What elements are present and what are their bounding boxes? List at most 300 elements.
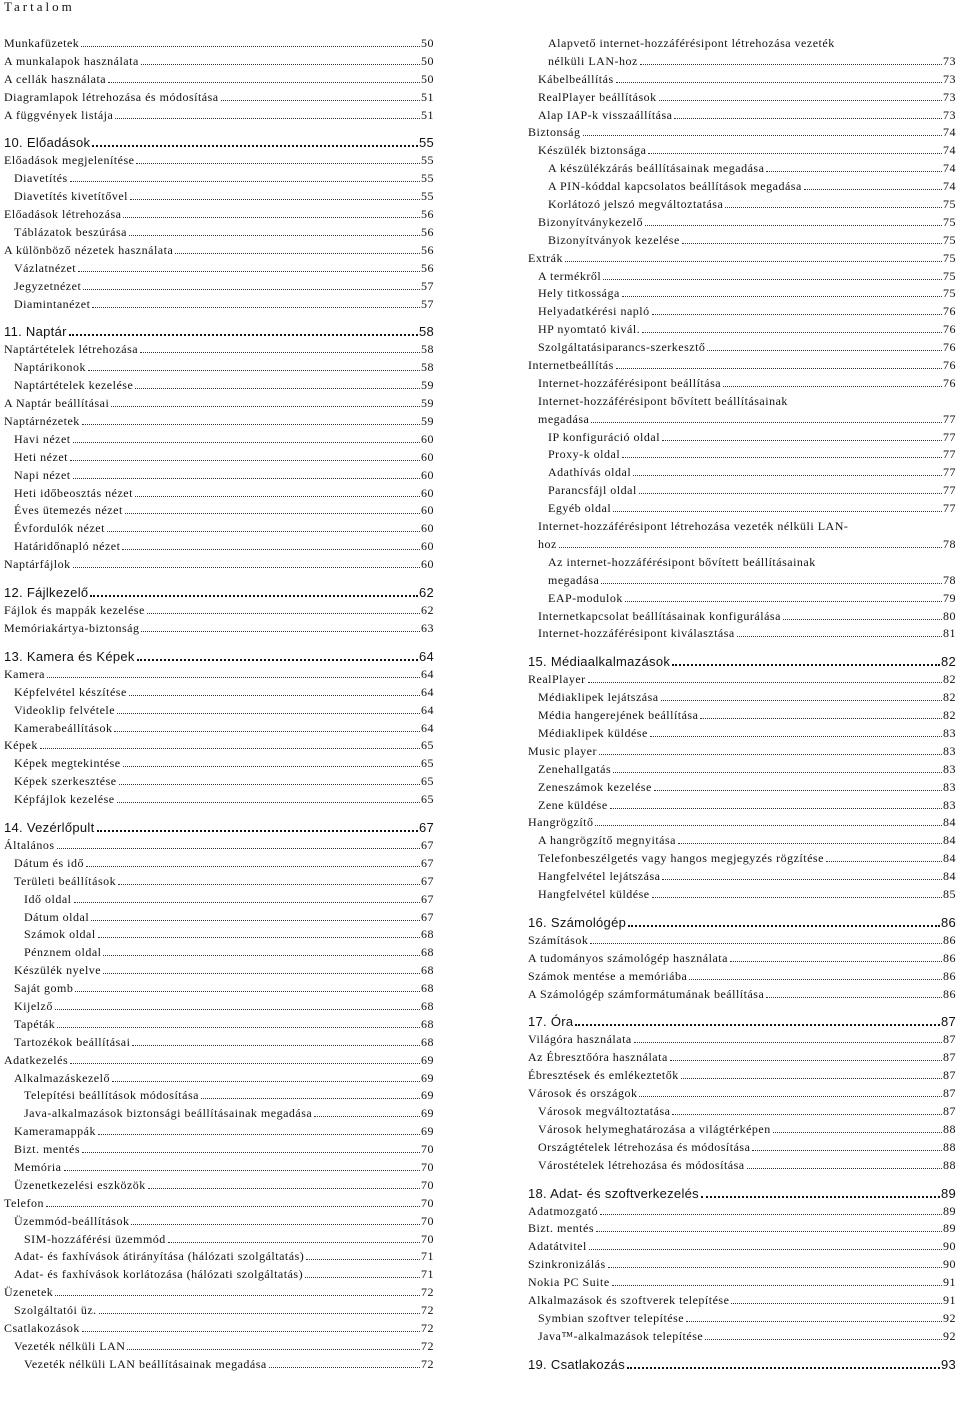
toc-entry[interactable]	[528, 886, 956, 904]
toc-entry[interactable]	[4, 502, 434, 520]
toc-entry[interactable]	[528, 1310, 956, 1328]
toc-leader-dots	[625, 600, 942, 602]
toc-page-number: 51	[421, 107, 434, 122]
toc-entry-title: Számítások	[528, 932, 589, 947]
toc-entry[interactable]	[4, 1087, 434, 1105]
toc-entry[interactable]	[528, 743, 956, 761]
toc-entry[interactable]	[4, 170, 434, 188]
toc-entry[interactable]	[4, 1177, 434, 1195]
toc-page-number: 70	[421, 1195, 434, 1210]
toc-entry-title: Jegyzetnézet	[14, 278, 82, 293]
toc-page-number: 63	[421, 620, 434, 635]
toc-entry[interactable]	[528, 1049, 956, 1067]
toc-entry-title: Korlátozó jelszó megváltoztatása	[548, 197, 724, 212]
toc-entry[interactable]	[528, 160, 956, 178]
toc-page-number: 73	[943, 71, 956, 86]
toc-entry[interactable]	[528, 797, 956, 815]
toc-entry-title: Kamerabeállítások	[14, 720, 113, 735]
toc-entry-title: Csatlakozások	[4, 1321, 80, 1335]
toc-entry[interactable]	[4, 720, 434, 738]
toc-leader-dots	[175, 252, 420, 254]
toc-entry[interactable]	[528, 411, 956, 429]
toc-page-number: 68	[421, 1016, 434, 1031]
toc-chapter-entry[interactable]	[4, 818, 434, 837]
toc-entry[interactable]	[4, 1284, 434, 1302]
toc-entry[interactable]	[528, 71, 956, 89]
toc-entry[interactable]	[528, 1031, 956, 1049]
toc-entry[interactable]	[528, 1238, 956, 1256]
toc-entry-title: Helyadatkérési napló	[538, 304, 650, 319]
toc-page-number: 84	[943, 815, 956, 830]
toc-leader-dots	[305, 1276, 420, 1278]
toc-entry-title: RealPlayer beállítások	[538, 89, 657, 104]
toc-entry-title: Heti nézet	[14, 449, 68, 464]
toc-left-column	[4, 35, 434, 1374]
toc-entry[interactable]	[4, 242, 434, 260]
toc-entry-title: Ébresztések és emlékeztetők	[528, 1068, 679, 1083]
toc-entry-title: nélküli LAN-hoz	[548, 53, 638, 68]
toc-entry[interactable]	[4, 755, 434, 773]
toc-entry-title: A cellák használata	[4, 71, 107, 86]
toc-entry[interactable]	[4, 855, 434, 873]
toc-entry[interactable]	[4, 1052, 434, 1070]
toc-entry[interactable]	[528, 250, 956, 268]
toc-entry-title: Idő oldal	[24, 891, 72, 906]
toc-entry[interactable]	[528, 986, 956, 1004]
toc-entry[interactable]	[4, 224, 434, 242]
toc-leader-dots	[82, 1330, 420, 1332]
toc-page-number: 79	[943, 590, 956, 605]
toc-page-number: 58	[421, 342, 434, 357]
toc-entry[interactable]	[528, 1328, 956, 1346]
toc-entry[interactable]	[528, 572, 956, 590]
toc-entry[interactable]	[4, 602, 434, 620]
toc-entry-title: A készülékzárás beállításainak megadása	[548, 161, 765, 176]
toc-entry[interactable]	[4, 260, 434, 278]
toc-entry[interactable]	[4, 998, 434, 1016]
toc-entry[interactable]	[528, 482, 956, 500]
toc-entry[interactable]	[528, 518, 956, 536]
toc-entry[interactable]	[4, 962, 434, 980]
toc-entry[interactable]	[528, 321, 956, 339]
toc-entry-title: Telepítési beállítások módosítása	[24, 1088, 199, 1103]
toc-leader-dots	[147, 612, 420, 614]
toc-entry[interactable]	[4, 341, 434, 359]
toc-entry[interactable]	[528, 339, 956, 357]
toc-entry[interactable]	[528, 1103, 956, 1121]
toc-page-number: 67	[421, 855, 434, 870]
toc-leader-dots	[136, 162, 420, 164]
toc-entry[interactable]	[4, 1105, 434, 1123]
toc-entry[interactable]	[528, 1292, 956, 1310]
toc-entry[interactable]	[528, 1220, 956, 1238]
toc-page-number: 82	[940, 654, 956, 670]
toc-page-number: 64	[421, 720, 434, 735]
toc-entry[interactable]	[4, 152, 434, 170]
toc-entry[interactable]	[4, 1231, 434, 1249]
toc-entry[interactable]	[528, 1274, 956, 1292]
toc-leader-dots	[670, 1059, 942, 1061]
toc-leader-dots	[140, 351, 420, 353]
toc-entry-title: Saját gomb	[14, 981, 74, 996]
toc-page-number: 57	[421, 278, 434, 293]
toc-entry-title: Internetkapcsolat beállításainak konfigurálása	[538, 608, 781, 623]
toc-entry-title: Bizonyítványkezelő	[538, 214, 643, 229]
toc-leader-dots	[108, 81, 420, 83]
toc-leader-dots	[747, 1167, 942, 1169]
toc-entry-title: Médiaklipek lejátszása	[538, 690, 659, 705]
toc-chapter-entry[interactable]	[528, 1012, 956, 1031]
toc-entry-title: Várostételek létrehozása és módosítása	[538, 1157, 745, 1172]
toc-leader-dots	[40, 747, 420, 749]
toc-entry[interactable]	[4, 485, 434, 503]
toc-entry[interactable]	[528, 536, 956, 554]
toc-entry[interactable]	[4, 773, 434, 791]
toc-entry[interactable]	[4, 71, 434, 89]
toc-entry[interactable]	[4, 520, 434, 538]
toc-entry[interactable]	[4, 891, 434, 909]
toc-chapter-entry[interactable]	[4, 322, 434, 341]
toc-entry-title: Alkalmazások és szoftverek telepítése	[528, 1293, 730, 1307]
toc-leader-dots	[98, 936, 420, 938]
toc-entry[interactable]	[4, 684, 434, 702]
toc-entry[interactable]	[4, 1034, 434, 1052]
toc-leader-dots	[642, 331, 942, 333]
toc-entry-title: Készülék biztonsága	[538, 143, 647, 158]
toc-page-number: 86	[940, 914, 956, 930]
toc-entry[interactable]	[528, 214, 956, 232]
toc-entry-title: Diavetítés	[14, 171, 68, 186]
toc-leader-dots	[114, 730, 420, 732]
toc-entry-title: Zene küldése	[538, 797, 608, 812]
toc-page-number: 73	[943, 89, 956, 104]
toc-leader-dots	[141, 63, 420, 65]
toc-leader-dots	[117, 801, 420, 803]
toc-entry[interactable]	[4, 1070, 434, 1088]
toc-entry[interactable]	[4, 980, 434, 998]
toc-page-number: 77	[943, 447, 956, 462]
toc-entry[interactable]	[528, 142, 956, 160]
toc-entry[interactable]	[4, 1338, 434, 1356]
toc-entry[interactable]	[4, 873, 434, 891]
toc-entry[interactable]	[528, 707, 956, 725]
toc-leader-dots	[575, 1023, 939, 1026]
toc-entry-title: Képek	[4, 738, 38, 753]
toc-entry-title: A termékről	[538, 268, 602, 283]
toc-entry[interactable]	[528, 178, 956, 196]
toc-chapter-entry[interactable]	[4, 583, 434, 602]
toc-entry[interactable]	[528, 832, 956, 850]
page-title: Tartalom	[4, 0, 75, 14]
toc-entry-title: Képek megtekintése	[14, 756, 121, 771]
toc-page-number: 55	[418, 135, 434, 151]
toc-entry[interactable]	[528, 1256, 956, 1274]
toc-page-number: 76	[943, 358, 956, 373]
toc-leader-dots	[628, 924, 940, 927]
toc-entry-title: 10. Előadások	[4, 135, 91, 151]
toc-page-number: 89	[940, 1185, 956, 1201]
toc-leader-dots	[123, 765, 420, 767]
toc-page-number: 72	[421, 1356, 434, 1371]
toc-page-number: 75	[943, 232, 956, 247]
toc-entry[interactable]	[4, 467, 434, 485]
toc-leader-dots	[73, 441, 420, 443]
toc-leader-dots	[55, 1294, 420, 1296]
toc-entry-title: 12. Fájlkezelő	[4, 585, 89, 601]
toc-entry[interactable]	[528, 761, 956, 779]
toc-leader-dots	[681, 1077, 942, 1079]
toc-page-number: 58	[418, 324, 434, 340]
toc-entry[interactable]	[528, 850, 956, 868]
toc-entry[interactable]	[528, 608, 956, 626]
toc-entry-title: Általános	[4, 837, 55, 852]
toc-page-number: 77	[943, 501, 956, 516]
toc-entry[interactable]	[4, 944, 434, 962]
toc-entry-title: Adathívás oldal	[548, 465, 632, 480]
toc-leader-dots	[97, 829, 418, 832]
toc-chapter-entry[interactable]	[528, 652, 956, 671]
toc-entry[interactable]	[4, 1123, 434, 1141]
toc-entry[interactable]	[528, 429, 956, 447]
toc-entry[interactable]	[528, 1121, 956, 1139]
toc-page-number: 60	[421, 449, 434, 464]
toc-page-number: 93	[940, 1356, 956, 1372]
toc-page-number: 60	[421, 431, 434, 446]
toc-entry-title: Memóriakártya-biztonság	[4, 620, 140, 635]
toc-leader-dots	[122, 548, 420, 550]
toc-leader-dots	[678, 842, 942, 844]
toc-entry-title: Táblázatok beszúrása	[14, 225, 127, 240]
toc-page-number: 70	[421, 1231, 434, 1246]
toc-entry[interactable]	[4, 538, 434, 556]
toc-chapter-entry[interactable]	[528, 1184, 956, 1203]
toc-entry[interactable]	[528, 446, 956, 464]
toc-leader-dots	[707, 349, 942, 351]
toc-page-number: 58	[421, 360, 434, 375]
toc-entry[interactable]	[528, 1157, 956, 1175]
toc-entry-title: Adatmozgató	[528, 1203, 599, 1218]
toc-entry[interactable]	[528, 375, 956, 393]
toc-entry[interactable]	[4, 431, 434, 449]
toc-entry[interactable]	[528, 1067, 956, 1085]
toc-entry-title: Internetbeállítás	[528, 358, 614, 373]
toc-page-number: 91	[943, 1293, 956, 1307]
toc-page-number: 87	[943, 1032, 956, 1047]
toc-entry[interactable]	[4, 791, 434, 809]
toc-entry[interactable]	[4, 620, 434, 638]
toc-entry[interactable]	[4, 1266, 434, 1284]
toc-entry[interactable]	[528, 500, 956, 518]
toc-page-number: 69	[421, 1106, 434, 1121]
toc-page-number: 76	[943, 340, 956, 355]
toc-entry[interactable]	[4, 1248, 434, 1266]
toc-entry[interactable]	[528, 1139, 956, 1157]
toc-page-number: 89	[943, 1203, 956, 1218]
toc-entry[interactable]	[4, 188, 434, 206]
toc-entry[interactable]	[528, 689, 956, 707]
toc-leader-dots	[125, 512, 420, 514]
toc-page-number: 70	[421, 1177, 434, 1192]
toc-entry[interactable]	[4, 278, 434, 296]
toc-entry-title: Vázlatnézet	[14, 260, 77, 275]
toc-page-number: 76	[943, 304, 956, 319]
toc-entry[interactable]	[528, 671, 956, 689]
toc-page-number: 55	[421, 189, 434, 204]
toc-entry[interactable]	[528, 1203, 956, 1221]
toc-entry[interactable]	[4, 206, 434, 224]
toc-leader-dots	[90, 594, 418, 597]
toc-entry[interactable]	[4, 1302, 434, 1320]
toc-leader-dots	[57, 847, 421, 849]
toc-entry[interactable]	[528, 89, 956, 107]
toc-entry[interactable]	[4, 556, 434, 574]
toc-entry[interactable]	[4, 53, 434, 71]
toc-page-number: 83	[943, 779, 956, 794]
toc-leader-dots	[74, 901, 421, 903]
toc-page-number: 90	[943, 1257, 956, 1272]
toc-entry-title: Internet-hozzáférésipont bővített beállításainak	[538, 393, 788, 408]
toc-entry[interactable]	[528, 725, 956, 743]
toc-leader-dots	[73, 477, 420, 479]
toc-entry-title: Symbian szoftver telepítése	[538, 1310, 685, 1325]
toc-entry[interactable]	[528, 554, 956, 572]
toc-page-number: 56	[421, 260, 434, 275]
toc-page-number: 50	[421, 53, 434, 68]
toc-leader-dots	[622, 456, 942, 458]
toc-entry[interactable]	[4, 413, 434, 431]
toc-page-number: 59	[421, 378, 434, 393]
toc-entry[interactable]	[4, 1356, 434, 1374]
toc-page-number: 60	[421, 485, 434, 500]
toc-leader-dots	[135, 387, 420, 389]
toc-leader-dots	[47, 676, 420, 678]
toc-leader-dots	[662, 878, 942, 880]
toc-entry[interactable]	[528, 464, 956, 482]
toc-page-number: 74	[943, 179, 956, 194]
toc-chapter-entry[interactable]	[528, 913, 956, 932]
toc-leader-dots	[595, 824, 942, 826]
toc-entry-title: Számok mentése a memóriába	[528, 968, 688, 983]
toc-page-number: 87	[943, 1050, 956, 1065]
toc-leader-dots	[601, 582, 942, 584]
toc-page-number: 92	[943, 1310, 956, 1325]
toc-right-column	[528, 35, 956, 1374]
toc-entry-title: Napi nézet	[14, 467, 71, 482]
toc-leader-dots	[613, 771, 942, 773]
toc-entry[interactable]	[4, 1213, 434, 1231]
toc-leader-dots	[129, 694, 420, 696]
toc-page-number: 62	[421, 603, 434, 618]
toc-leader-dots	[730, 960, 942, 962]
toc-entry[interactable]	[4, 35, 434, 53]
toc-entry[interactable]	[4, 1320, 434, 1338]
toc-leader-dots	[652, 896, 942, 898]
toc-entry-title: Vezeték nélküli LAN	[14, 1338, 126, 1353]
toc-entry[interactable]	[528, 35, 956, 53]
toc-entry[interactable]	[4, 359, 434, 377]
toc-entry[interactable]	[4, 1016, 434, 1034]
toc-chapter-entry[interactable]	[4, 133, 434, 152]
toc-entry[interactable]	[528, 303, 956, 321]
toc-entry[interactable]	[528, 625, 956, 643]
toc-page-number: 65	[421, 756, 434, 771]
toc-page-number: 60	[421, 557, 434, 572]
toc-entry-title: Alapvető internet-hozzáférésipont létrehozása vezeték	[548, 36, 835, 50]
toc-entry[interactable]	[4, 837, 434, 855]
toc-leader-dots	[82, 1151, 420, 1153]
toc-leader-dots	[674, 117, 942, 119]
toc-leader-dots	[115, 117, 420, 119]
toc-page-number: 69	[421, 1070, 434, 1085]
toc-entry[interactable]	[4, 89, 434, 107]
toc-entry[interactable]	[528, 107, 956, 125]
toc-chapter-entry[interactable]	[528, 1355, 956, 1374]
toc-entry[interactable]	[4, 107, 434, 125]
toc-page-number: 55	[421, 153, 434, 168]
toc-entry[interactable]	[528, 779, 956, 797]
toc-leader-dots	[123, 216, 420, 218]
toc-page-number: 81	[943, 626, 956, 641]
toc-entry[interactable]	[528, 232, 956, 250]
toc-entry[interactable]	[4, 395, 434, 413]
toc-entry[interactable]	[4, 1195, 434, 1213]
toc-entry[interactable]	[528, 868, 956, 886]
toc-page-number: 67	[421, 891, 434, 906]
toc-page-number: 82	[943, 690, 956, 705]
toc-entry[interactable]	[528, 1085, 956, 1103]
toc-page-number: 59	[421, 396, 434, 411]
toc-entry[interactable]	[4, 737, 434, 755]
toc-page-number: 64	[421, 666, 434, 681]
toc-chapter-entry[interactable]	[4, 647, 434, 666]
toc-page-number: 82	[943, 672, 956, 687]
toc-entry[interactable]	[528, 124, 956, 142]
toc-page-number: 87	[940, 1014, 956, 1030]
toc-leader-dots	[559, 546, 942, 548]
toc-entry[interactable]	[528, 196, 956, 214]
toc-leader-dots	[612, 1284, 942, 1286]
toc-leader-dots	[112, 1080, 420, 1082]
toc-entry[interactable]	[528, 285, 956, 303]
toc-entry[interactable]	[4, 1141, 434, 1159]
toc-entry[interactable]	[528, 590, 956, 608]
toc-entry[interactable]	[4, 449, 434, 467]
toc-entry[interactable]	[4, 702, 434, 720]
toc-entry[interactable]	[528, 968, 956, 986]
toc-entry[interactable]	[4, 296, 434, 314]
toc-entry[interactable]	[4, 666, 434, 684]
toc-entry[interactable]	[528, 268, 956, 286]
toc-page-number: 68	[421, 963, 434, 978]
toc-page-number: 72	[421, 1285, 434, 1300]
toc-entry[interactable]	[528, 932, 956, 950]
toc-entry[interactable]	[528, 393, 956, 411]
toc-entry-title: Diagramlapok létrehozása és módosítása	[4, 89, 219, 104]
toc-entry[interactable]	[528, 357, 956, 375]
toc-entry[interactable]	[4, 377, 434, 395]
toc-entry[interactable]	[4, 909, 434, 927]
toc-entry[interactable]	[4, 926, 434, 944]
toc-entry[interactable]	[528, 950, 956, 968]
toc-entry[interactable]	[528, 53, 956, 71]
toc-entry-title: Az Ébresztőóra használata	[528, 1050, 668, 1065]
toc-page-number: 68	[421, 981, 434, 996]
toc-leader-dots	[269, 1366, 420, 1368]
toc-entry[interactable]	[4, 1159, 434, 1177]
toc-entry-title: Kábelbeállítás	[538, 71, 614, 86]
toc-entry-title: Kijelző	[14, 998, 53, 1013]
toc-entry[interactable]	[528, 814, 956, 832]
